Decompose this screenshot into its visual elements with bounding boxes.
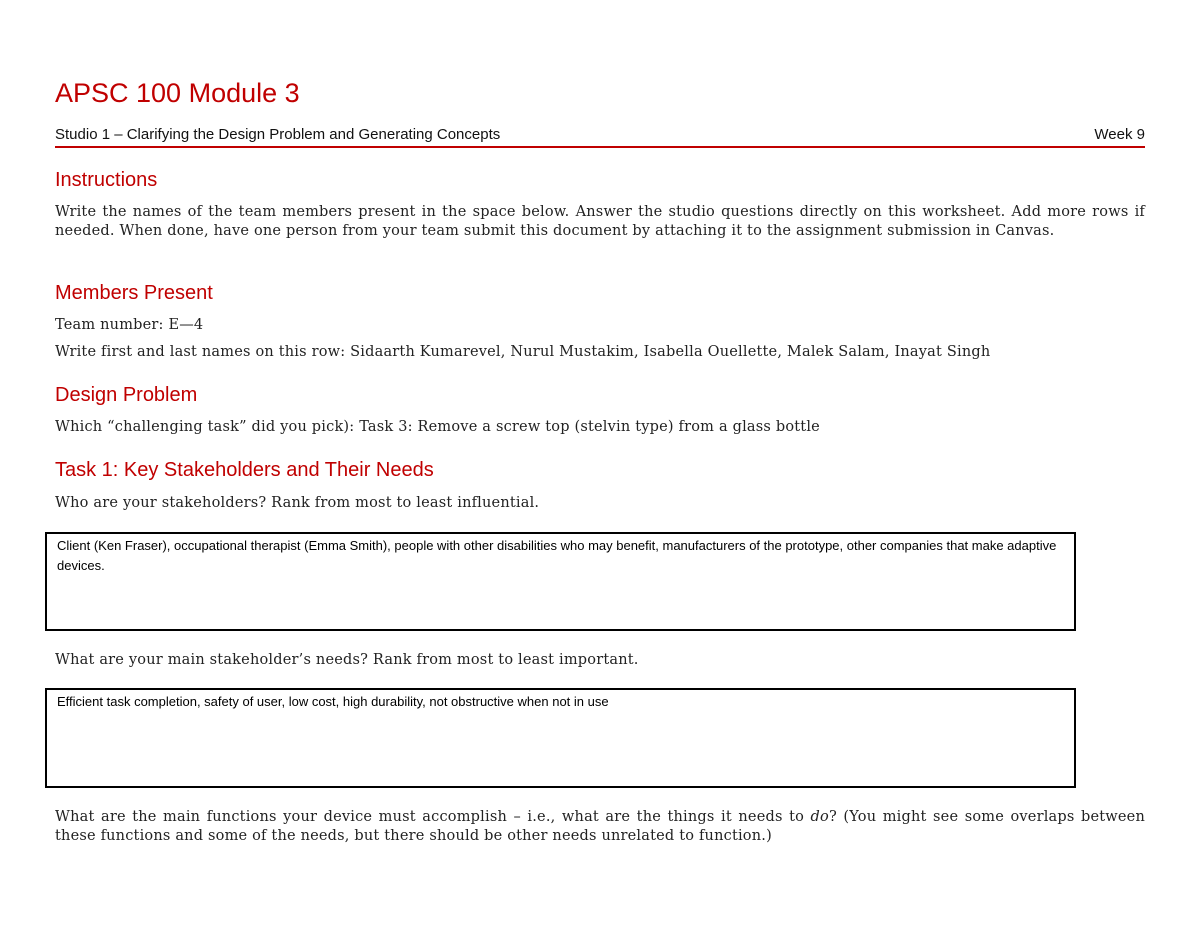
- week-label: Week 9: [1094, 126, 1145, 143]
- studio-header: [55, 124, 1145, 148]
- functions-question-end: ? (You might see some overlaps between these functions and some of the needs, but there should be other needs unrelated to function.): [55, 809, 1145, 844]
- design-problem-task: Which “challenging task” did you pick): Task 3: Remove a screw top (stelvin type) from a glass bottle: [55, 419, 820, 435]
- members-heading: Members Present: [55, 282, 213, 304]
- needs-question: What are your main stakeholder’s needs? Rank from most to least important.: [55, 652, 639, 668]
- design-problem-heading: Design Problem: [55, 384, 198, 406]
- functions-question-start: What are the main functions your device must accomplish – i.e., what are the things it needs to: [55, 809, 811, 825]
- stakeholders-answer-box[interactable]: [45, 532, 1076, 631]
- team-number: Team number: E—4: [55, 317, 204, 333]
- needs-answer-box[interactable]: [45, 688, 1076, 788]
- instructions-heading: Instructions: [55, 169, 158, 191]
- task1-heading: Task 1: Key Stakeholders and Their Needs: [55, 459, 434, 481]
- functions-question: [55, 808, 1145, 846]
- stakeholders-question: Who are your stakeholders? Rank from most to least influential.: [55, 495, 540, 511]
- member-names: Write first and last names on this row: Sidaarth Kumarevel, Nurul Mustakim, Isabella Ouellette, Malek Salam, Inayat Singh: [55, 344, 991, 360]
- instructions-text: Write the names of the team members present in the space below. Answer the studio questions directly on this worksheet. Add more rows if needed. When done, have one person from your team submit this document by attaching it to the assignment submission in Canvas.: [55, 204, 1145, 239]
- stakeholders-answer: Client (Ken Fraser), occupational therapist (Emma Smith), people with other disabilities who may benefit, manufacturers of the prototype, other companies that make adaptive devices.: [57, 538, 1057, 573]
- needs-answer: Efficient task completion, safety of user, low cost, high durability, not obstructive when not in use: [57, 694, 609, 709]
- document-title: APSC 100 Module 3: [55, 78, 300, 108]
- studio-subtitle: Studio 1 – Clarifying the Design Problem and Generating Concepts: [55, 126, 501, 143]
- functions-question-emphasis: do: [810, 809, 829, 825]
